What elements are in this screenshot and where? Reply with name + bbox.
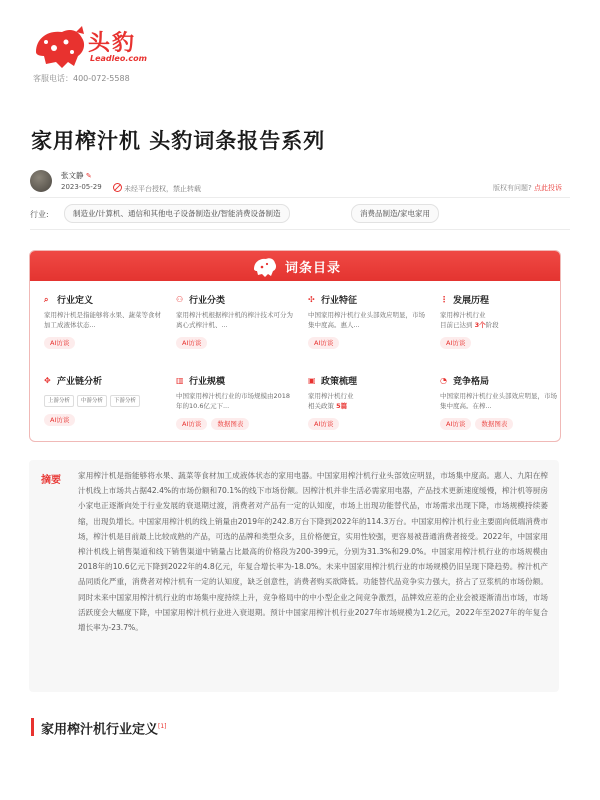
hotline: 客服电话：400-072-5588 <box>33 74 130 83</box>
abstract-box <box>29 460 559 692</box>
top-watermark <box>0 0 600 7</box>
desc-text: 目前已达到 <box>440 321 473 329</box>
author-avatar[interactable] <box>30 170 52 192</box>
ai-interview-button[interactable]: AI访谈 <box>440 337 471 349</box>
toc-panel <box>29 250 561 442</box>
toc-item-classification[interactable] <box>176 293 296 349</box>
toc-title: 词条目录 <box>285 261 342 276</box>
magnifier-icon: ⌕ <box>44 295 49 304</box>
forbidden-icon <box>113 183 122 192</box>
toc-item-title: 政策梳理 <box>321 377 358 387</box>
ai-interview-button[interactable]: AI访谈 <box>308 337 339 349</box>
author-name[interactable] <box>61 170 92 181</box>
chain-chips <box>44 387 164 407</box>
brand-domain: Leadleo.com <box>90 54 147 63</box>
toc-header <box>30 251 560 281</box>
downstream-chip[interactable]: 下游分析 <box>110 395 140 407</box>
ai-interview-button[interactable]: AI访谈 <box>440 418 471 430</box>
toc-item-definition[interactable] <box>44 293 164 349</box>
network-icon: ✣ <box>308 295 315 304</box>
divider <box>30 197 570 198</box>
ai-interview-button[interactable]: AI访谈 <box>44 337 75 349</box>
feedback-question: 版权有问题? <box>493 184 532 192</box>
hierarchy-icon: ⚇ <box>176 295 184 304</box>
upstream-chip[interactable]: 上游分析 <box>44 395 74 407</box>
chain-icon: ✥ <box>44 376 51 385</box>
industry-label: 行业: <box>30 210 49 219</box>
policy-icon: ▣ <box>308 376 316 385</box>
toc-item-desc <box>440 310 560 330</box>
toc-item-title: 行业特征 <box>321 296 358 306</box>
ai-interview-button[interactable]: AI访谈 <box>44 414 75 426</box>
toc-item-desc <box>308 391 428 411</box>
copyright-text: 未经平台授权，禁止转载 <box>124 185 201 193</box>
abstract-text: 家用榨汁机是指能够将水果、蔬菜等食材加工成液体状态的家用电器。中国家用榨汁机行业头部效应明显，市场集中度高。惠人、九阳在榨汁机线上市场共占据42.4%的市场份额和70.1%的线下市场份额。因榨汁机并非生活必需家用电器，产品技术更新速度缓慢，榨汁机等厨房小家电正逐渐向处于行业发展的衰退期过渡，消费者对产品有一定的认知度，市场上出现功能替代品，市场需求出现下降，市场规模持续萎缩，出现负增长。中国家用榨汁机的线上销量由2019年的242.8万台下降到2022年的114.3万台。中国家用榨汁机行业主要面向低端消费市场，榨汁机是目前最上比较成熟的产品，可选的品牌和类型众多，且价格便宜，实用性较强，更容易被普通消费者接受。2022年，中国家用榨汁机线上销售渠道和线下销售渠道中销量占比最高的价格段为200-399元，分别为31.3%和29.0%。中国家用榨汁机行业的市场规模由2018年的10.6亿元下降到2022年的4.8亿元，年复合增长率为-18.0%。未来中国家用榨汁机行业的市场规模仍旧呈现下降趋势。榨汁机产品同质化严重，消费者对榨汁机有一定的认知度，缺乏创意性，消费者购买欲降低。功能替代品竞争实力强大，挤占了豆浆机的市场份额。同时未来中国家用榨汁机行业的市场集中度持续上升，竞争格局中的中小型企业之间竞争激烈，品牌效应差的企业会被逐渐清出市场，市场活跃度会大幅度下降，中国家用榨汁机行业进入衰退期。预计中国家用榨汁机行业2027年市场规模为1.2亿元，2022年至2027年的年复合增长率为-23.7%。 <box>78 471 548 633</box>
industry-tag[interactable]: 消费品制造/家电家用 <box>351 204 439 223</box>
stage-count: 3个 <box>474 321 486 329</box>
data-chart-button[interactable]: 数据图表 <box>475 418 513 430</box>
publish-date: 2023-05-29 <box>61 183 102 191</box>
toc-item-title: 发展历程 <box>453 296 490 306</box>
desc-text: 阶段 <box>485 321 499 329</box>
author-name-text: 张文静 <box>61 171 84 180</box>
toc-item-policy[interactable] <box>308 374 428 430</box>
toc-item-title: 产业链分析 <box>57 377 103 387</box>
section-title: 家用榨汁机行业定义 <box>41 722 159 738</box>
toc-item-desc: 家用榨汁机根据榨汁机的榨汁技术可分为离心式榨汁机、... <box>176 311 293 329</box>
toc-item-history[interactable] <box>440 293 560 349</box>
toc-item-market-size[interactable] <box>176 374 296 430</box>
toc-item-industry-chain[interactable] <box>44 374 164 426</box>
toc-item-desc: 中国家用榨汁机行业头部效应明显，市场集中度高。在榨... <box>440 392 557 410</box>
leopard-logo-icon <box>252 255 278 277</box>
toc-item-title: 行业定义 <box>57 296 94 306</box>
toc-item-desc: 中国家用榨汁机行业的市场规模由2018年的10.6亿元下... <box>176 392 291 410</box>
desc-text: 家用榨汁机行业 <box>308 392 354 400</box>
toc-item-title: 竞争格局 <box>453 377 490 387</box>
brand-name: 头豹 <box>88 31 137 56</box>
ai-interview-button[interactable]: AI访谈 <box>308 418 339 430</box>
footnote-ref[interactable]: [1] <box>158 723 167 730</box>
ai-interview-button[interactable]: AI访谈 <box>176 337 207 349</box>
toc-item-desc: 中国家用榨汁机行业头部效应明显，市场集中度高。惠人... <box>308 311 425 329</box>
copyright-notice <box>113 183 201 194</box>
toc-item-desc: 家用榨汁机是指能够将水果、蔬菜等食材加工成液体状态... <box>44 311 161 329</box>
divider <box>30 229 570 230</box>
policy-count: 5篇 <box>336 402 348 410</box>
toc-item-title: 行业规模 <box>189 377 226 387</box>
copyright-feedback <box>493 183 562 193</box>
toc-item-competition[interactable] <box>440 374 560 430</box>
toc-item-features[interactable] <box>308 293 428 349</box>
complaint-link[interactable]: 点此投诉 <box>534 184 562 192</box>
desc-text: 家用榨汁机行业 <box>440 311 486 319</box>
midstream-chip[interactable]: 中游分析 <box>77 395 107 407</box>
desc-text: 相关政策 <box>308 402 334 410</box>
abstract-label: 摘要 <box>41 475 61 486</box>
report-title: 家用榨汁机 头豹词条报告系列 <box>31 129 326 153</box>
section-heading <box>31 718 167 736</box>
toc-item-title: 行业分类 <box>189 296 226 306</box>
pie-icon: ◔ <box>440 376 447 385</box>
ai-interview-button[interactable]: AI访谈 <box>176 418 207 430</box>
verified-badge-icon: ✎ <box>85 172 92 180</box>
bar-chart-icon: ▥ <box>176 376 184 385</box>
timeline-icon: ⋮ <box>440 295 448 304</box>
data-chart-button[interactable]: 数据图表 <box>211 418 249 430</box>
industry-tag[interactable]: 制造业/计算机、通信和其他电子设备制造业/智能消费设备制造 <box>64 204 290 223</box>
